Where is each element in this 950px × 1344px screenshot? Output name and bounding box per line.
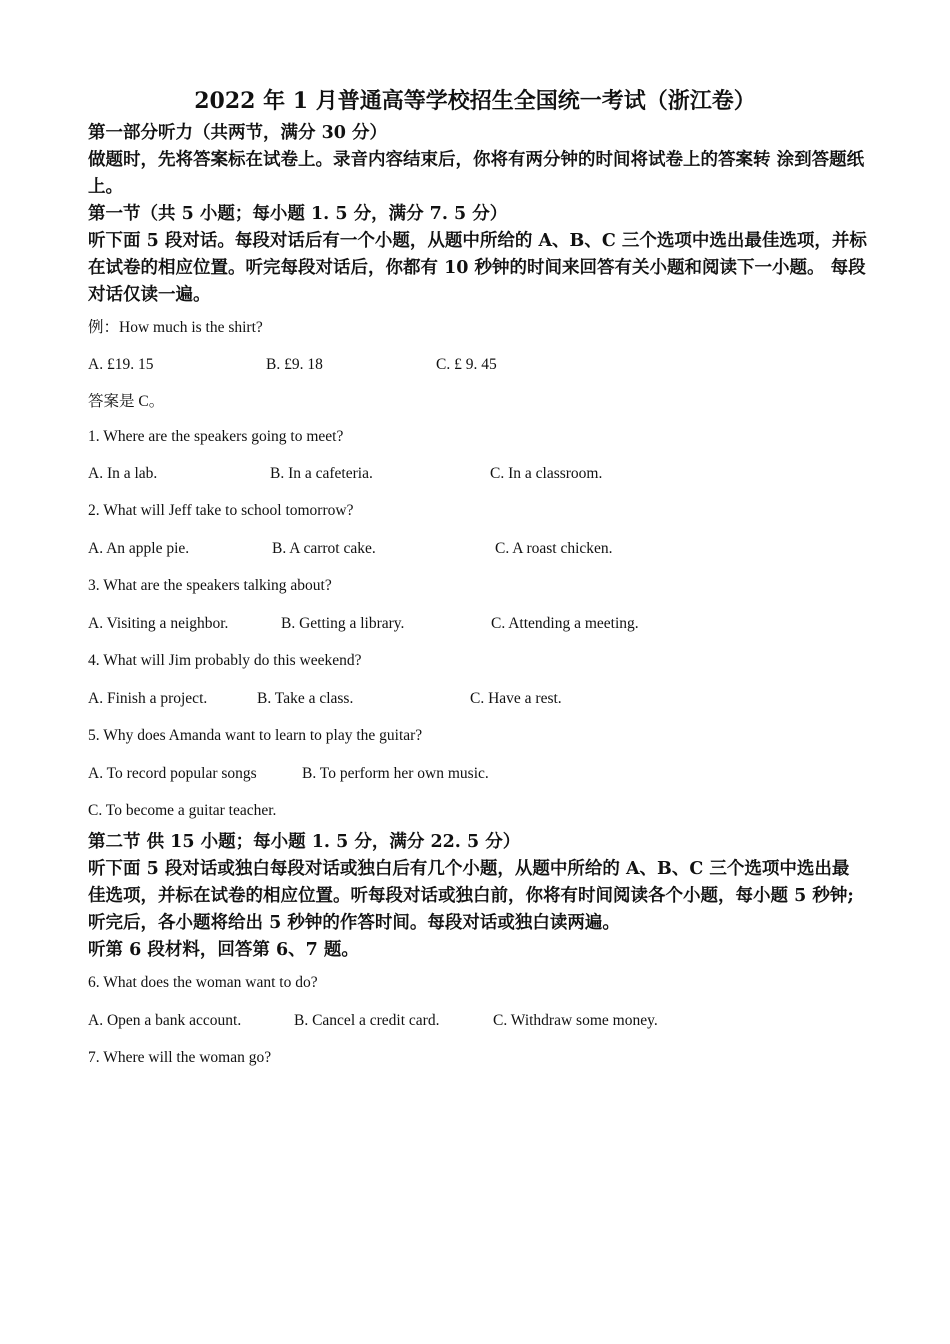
question-4: 4. What will Jim probably do this weekend?: [88, 652, 362, 669]
exam-title: 2022 年 1 月普通高等学校招生全国统一考试（浙江卷）: [194, 88, 756, 114]
section2-heading: 第二节 供 15 小题；每小题 1. 5 分，满分 22. 5 分）: [88, 832, 521, 852]
example-answer: 答案是 C。: [88, 393, 165, 410]
q2-option-c: C. A roast chicken.: [495, 540, 613, 557]
q1-option-a: A. In a lab.: [88, 465, 158, 482]
material-6-heading: 听第 6 段材料，回答第 6、7 题。: [88, 940, 359, 960]
q6-option-a: A. Open a bank account.: [88, 1012, 242, 1029]
q4-option-b: B. Take a class.: [257, 690, 354, 707]
q2-option-b: B. A carrot cake.: [272, 540, 376, 557]
section2-instruction: 听下面 5 段对话或独白每段对话或独白后有几个小题，从题中所给的 A、B、C 三个选项中选出最 佳选项，并标在试卷的相应位置。听每段对话或独白前，你将有时间阅读各个小题，每小题 5 秒钟;听完后，各小题将给出 5 秒钟的作答时间。每段对话或独白读两遍。: [88, 859, 854, 933]
example-option-b: B. £9. 18: [266, 356, 323, 373]
q2-option-a: A. An apple pie.: [88, 540, 190, 557]
q4-option-a: A. Finish a project.: [88, 690, 208, 707]
q3-option-a: A. Visiting a neighbor.: [88, 615, 229, 632]
q5-option-c: C. To become a guitar teacher.: [88, 802, 277, 819]
q3-option-b: B. Getting a library.: [281, 615, 405, 632]
section1-instruction: 听下面 5 段对话。每段对话后有一个小题，从题中所给的 A、B、C 三个选项中选出最佳选项，并标在试卷的相应位置。听完每段对话后，你都有 10 秒钟的时间来回答有关小题和阅读下一小题。 每段对话仅读一遍。: [88, 231, 867, 305]
question-3: 3. What are the speakers talking about?: [88, 577, 332, 594]
q5-option-a: A. To record popular songs: [88, 765, 257, 782]
q3-option-c: C. Attending a meeting.: [491, 615, 639, 632]
question-6: 6. What does the woman want to do?: [88, 974, 318, 991]
part1-heading: 第一部分听力（共两节，满分 30 分）: [88, 123, 388, 143]
question-1: 1. Where are the speakers going to meet?: [88, 428, 344, 445]
q4-option-c: C. Have a rest.: [470, 690, 562, 707]
q6-option-c: C. Withdraw some money.: [493, 1012, 658, 1029]
example-option-a: A. £19. 15: [88, 356, 154, 373]
q5-option-b: B. To perform her own music.: [302, 765, 489, 782]
q6-option-b: B. Cancel a credit card.: [294, 1012, 440, 1029]
example-option-c: C. £ 9. 45: [436, 356, 497, 373]
example-question: 例：How much is the shirt?: [88, 319, 263, 336]
section1-heading: 第一节（共 5 小题；每小题 1. 5 分，满分 7. 5 分）: [88, 204, 508, 224]
question-2: 2. What will Jeff take to school tomorrow?: [88, 502, 354, 519]
question-5: 5. Why does Amanda want to learn to play the guitar?: [88, 727, 423, 744]
question-7: 7. Where will the woman go?: [88, 1049, 272, 1066]
q1-option-b: B. In a cafeteria.: [270, 465, 373, 482]
part1-instruction: 做题时，先将答案标在试卷上。录音内容结束后，你将有两分钟的时间将试卷上的答案转 涂到答题纸上。: [88, 150, 865, 197]
q1-option-c: C. In a classroom.: [490, 465, 603, 482]
